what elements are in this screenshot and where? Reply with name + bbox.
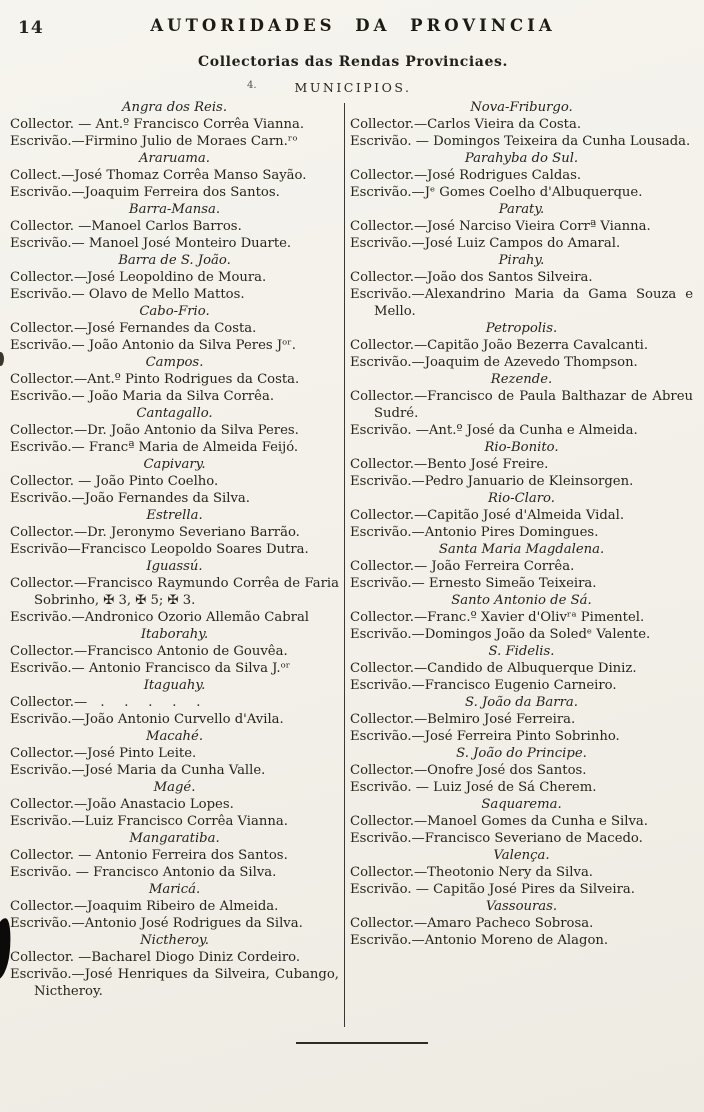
official-entry: Escrivão.—José Henriques da Silveira, Cubango, Nictheroy. (10, 967, 339, 999)
official-entry: Escrivão.— João Maria da Silva Corrêa. (10, 389, 275, 404)
official-entry: Escrivão.— Ernesto Simeão Teixeira. (350, 576, 597, 591)
municipality-section (350, 99, 693, 150)
official-entry: Collector.—Onofre José dos Santos. (350, 763, 587, 778)
official-entry: Escrivão.—José Ferreira Pinto Sobrinho. (350, 729, 620, 744)
municipality-name: Angra dos Reis. (121, 100, 228, 115)
official-entry: Escrivão.—Andronico Ozorio Allemão Cabral (10, 610, 310, 625)
municipality-section (10, 932, 339, 1000)
official-entry: Collector.—Manoel Gomes da Cunha e Silva. (350, 814, 648, 829)
official-entry: Escrivão. — Domingos Teixeira da Cunha Lousada. (350, 134, 691, 149)
municipality-name: Mangaratiba. (129, 831, 220, 846)
official-entry: Collector.—Francisco Raymundo Corrêa de Faria Sobrinho, ✠ 3, ✠ 5; ✠ 3. (10, 576, 339, 608)
official-entry: Collector.—Theotonio Nery da Silva. (350, 865, 594, 880)
official-entry: Collector.—Capitão João Bezerra Cavalcanti. (350, 338, 649, 353)
official-entry: Escrivão.—Joaquim de Azevedo Thompson. (350, 355, 638, 370)
page-head (10, 16, 696, 42)
municipality-name: Itaguahy. (143, 678, 206, 693)
official-entry: Collector.—José Leopoldino de Moura. (10, 270, 267, 285)
municipality-section (350, 371, 693, 439)
official-entry: Collector. — João Pinto Coelho. (10, 474, 219, 489)
official-entry: Escrivão.—Pedro Januario de Kleinsorgen. (350, 474, 634, 489)
municipality-name: Rio-Bonito. (484, 440, 559, 455)
municipality-name: Capivary. (143, 457, 206, 472)
official-entry: Collector.—Amaro Pacheco Sobrosa. (350, 916, 594, 931)
municipality-name: Maricá. (148, 882, 201, 897)
official-entry: Collector.—Dr. Jeronymo Severiano Barrão. (10, 525, 300, 540)
municipality-section (10, 150, 339, 201)
official-entry: Escrivão.—José Maria da Cunha Valle. (10, 763, 266, 778)
official-entry: Collector.— João Ferreira Corrêa. (350, 559, 575, 574)
municipality-section (350, 592, 693, 643)
municipality-section (350, 643, 693, 694)
municipality-section (350, 694, 693, 745)
official-entry: Escrivão.— Antonio Francisco da Silva J.ᵒʳ (10, 661, 291, 676)
gathering-mark: 4. (247, 80, 257, 91)
municipality-section (350, 252, 693, 320)
official-entry: Collector.—Bento José Freire. (350, 457, 549, 472)
official-entry: Escrivão.— Manoel José Monteiro Duarte. (10, 236, 292, 251)
municipality-section (10, 405, 339, 456)
two-column-layout (10, 99, 696, 1027)
official-entry: Escrivão—Francisco Leopoldo Soares Dutra. (10, 542, 309, 557)
municipality-section (10, 830, 339, 881)
municipality-name: Paraty. (498, 202, 545, 217)
official-entry: Collector.—Candido de Albuquerque Diniz. (350, 661, 637, 676)
municipality-name: Nictheroy. (140, 933, 209, 948)
official-entry: Collector.—João dos Santos Silveira. (350, 270, 593, 285)
official-entry: Escrivão. — Capitão José Pires da Silveira. (350, 882, 635, 897)
municipality-section (10, 201, 339, 252)
official-entry: Escrivão.— João Antonio da Silva Peres Jᵒʳ. (10, 338, 296, 353)
official-entry: Collector.—Franc.º Xavier d'Olivʳᵃ Pimentel. (350, 610, 645, 625)
municipality-name: Barra-Mansa. (128, 202, 221, 217)
official-entry: Collector.—Francisco de Paula Balthazar de Abreu Sudré. (350, 389, 693, 421)
official-entry: Escrivão.—João Antonio Curvello d'Avila. (10, 712, 284, 727)
municipality-name: Campos. (145, 355, 204, 370)
municipality-name: Cantagallo. (136, 406, 213, 421)
municipality-section (10, 252, 339, 303)
official-entry: Escrivão.—Francisco Eugenio Carneiro. (350, 678, 617, 693)
official-entry: Escrivão.— Olavo de Mello Mattos. (10, 287, 245, 302)
official-entry: Collector.—José Pinto Leite. (10, 746, 197, 761)
municipality-section (10, 99, 339, 150)
official-entry: Collector.—José Narciso Vieira Corrª Vianna. (350, 219, 651, 234)
municipality-name: Rezende. (490, 372, 553, 387)
official-entry: Escrivão.—Antonio Pires Domingues. (350, 525, 599, 540)
municipality-section (350, 320, 693, 371)
official-entry: Escrivão.—Joaquim Ferreira dos Santos. (10, 185, 280, 200)
municipality-section (10, 626, 339, 677)
municipality-name: Parahyba do Sul. (464, 151, 579, 166)
municipality-section (350, 898, 693, 949)
official-entry: Collector.—Joaquim Ribeiro de Almeida. (10, 899, 279, 914)
municipality-name: Vassouras. (485, 899, 558, 914)
municipality-section (10, 507, 339, 558)
official-entry: Collector. —Manoel Carlos Barros. (10, 219, 242, 234)
municipality-section (10, 728, 339, 779)
official-entry: Escrivão.—Firmino Julio de Moraes Carn.ʳᵒ (10, 134, 298, 149)
page-number: 14 (18, 18, 44, 38)
official-entry: Escrivão.—José Luiz Campos do Amaral. (350, 236, 621, 251)
official-entry: Escrivão. — Luiz José de Sá Cherem. (350, 780, 597, 795)
municipality-name: Valença. (493, 848, 550, 863)
official-entry: Collect.—José Thomaz Corrêa Manso Sayão. (10, 168, 307, 183)
right-column (345, 99, 693, 1027)
municipality-section (10, 779, 339, 830)
municipality-section (10, 881, 339, 932)
official-entry: Collector.—Carlos Vieira da Costa. (350, 117, 582, 132)
municipality-name: Petropolis. (485, 321, 558, 336)
official-entry: Escrivão.—Antonio Moreno de Alagon. (350, 933, 609, 948)
official-entry: Escrivão.—Antonio José Rodrigues da Silva. (10, 916, 303, 931)
municipality-name: Magé. (153, 780, 196, 795)
municipality-section (350, 541, 693, 592)
official-entry: Escrivão.—Luiz Francisco Corrêa Vianna. (10, 814, 288, 829)
municipality-section (10, 354, 339, 405)
municipality-name: Iguassú. (146, 559, 203, 574)
municipality-section (10, 558, 339, 626)
municipality-name: S. João do Principe. (456, 746, 587, 761)
municipality-name: Estrella. (146, 508, 203, 523)
municipality-name: Santa Maria Magdalena. (438, 542, 605, 557)
municipality-section (350, 847, 693, 898)
official-entry: Collector.—José Fernandes da Costa. (10, 321, 257, 336)
official-entry: Escrivão.—Jᵉ Gomes Coelho d'Albuquerque. (350, 185, 643, 200)
municipality-section (10, 456, 339, 507)
municipality-name: Rio-Claro. (488, 491, 555, 506)
left-column (10, 99, 344, 1027)
official-entry: Collector. — Antonio Ferreira dos Santos. (10, 848, 288, 863)
official-entry: Escrivão. —Ant.º José da Cunha e Almeida. (350, 423, 638, 438)
municipality-name: Macahé. (145, 729, 204, 744)
official-entry: Escrivão.—Francisco Severiano de Macedo. (350, 831, 643, 846)
official-entry: Collector.—Capitão José d'Almeida Vidal. (350, 508, 625, 523)
municipality-name: Pirahy. (498, 253, 545, 268)
municipality-name: Saquarema. (481, 797, 562, 812)
municipality-name: Itaborahy. (140, 627, 209, 642)
municipality-section (350, 490, 693, 541)
municipality-section (10, 303, 339, 354)
bottom-rule (296, 1042, 428, 1044)
page-subtitle: Collectorias das Rendas Provinciaes. (198, 54, 508, 70)
official-entry: Collector.—Dr. João Antonio da Silva Peres. (10, 423, 299, 438)
municipality-name: Cabo-Frio. (139, 304, 210, 319)
municipality-section (10, 677, 339, 728)
municipality-section (350, 745, 693, 796)
official-entry: Escrivão.—Alexandrino Maria da Gama Souza e Mello. (350, 287, 693, 319)
municipality-name: Santo Antonio de Sá. (451, 593, 592, 608)
official-entry: Collector.—Ant.º Pinto Rodrigues da Costa. (10, 372, 300, 387)
municipality-section (350, 201, 693, 252)
page-title: AUTORIDADES DA PROVINCIA (150, 16, 556, 35)
official-entry: Escrivão.—João Fernandes da Silva. (10, 491, 250, 506)
official-entry: Collector.—Francisco Antonio de Gouvêa. (10, 644, 288, 659)
municipality-name: S. Fidelis. (488, 644, 555, 659)
municipality-section (350, 796, 693, 847)
official-entry: Escrivão.— Francª Maria de Almeida Feijó. (10, 440, 299, 455)
official-entry: Collector.—Belmiro José Ferreira. (350, 712, 576, 727)
municipality-section (350, 150, 693, 201)
official-entry: Escrivão. — Francisco Antonio da Silva. (10, 865, 277, 880)
municipality-name: Barra de S. João. (118, 253, 231, 268)
municipality-name: Araruama. (139, 151, 210, 166)
official-entry: Collector. — Ant.º Francisco Corrêa Vianna. (10, 117, 305, 132)
official-entry: Escrivão.—Domingos João da Soledᵉ Valente. (350, 627, 651, 642)
official-entry: Collector.— . . . . . (10, 695, 201, 710)
municipality-name: Nova-Friburgo. (470, 100, 573, 115)
official-entry: Collector. —Bacharel Diogo Diniz Cordeiro. (10, 950, 301, 965)
municipality-section (350, 439, 693, 490)
official-entry: Collector.—José Rodrigues Caldas. (350, 168, 582, 183)
official-entry: Collector.—João Anastacio Lopes. (10, 797, 234, 812)
municipality-name: S. João da Barra. (465, 695, 578, 710)
section-title: MUNICIPIOS. (294, 80, 412, 95)
